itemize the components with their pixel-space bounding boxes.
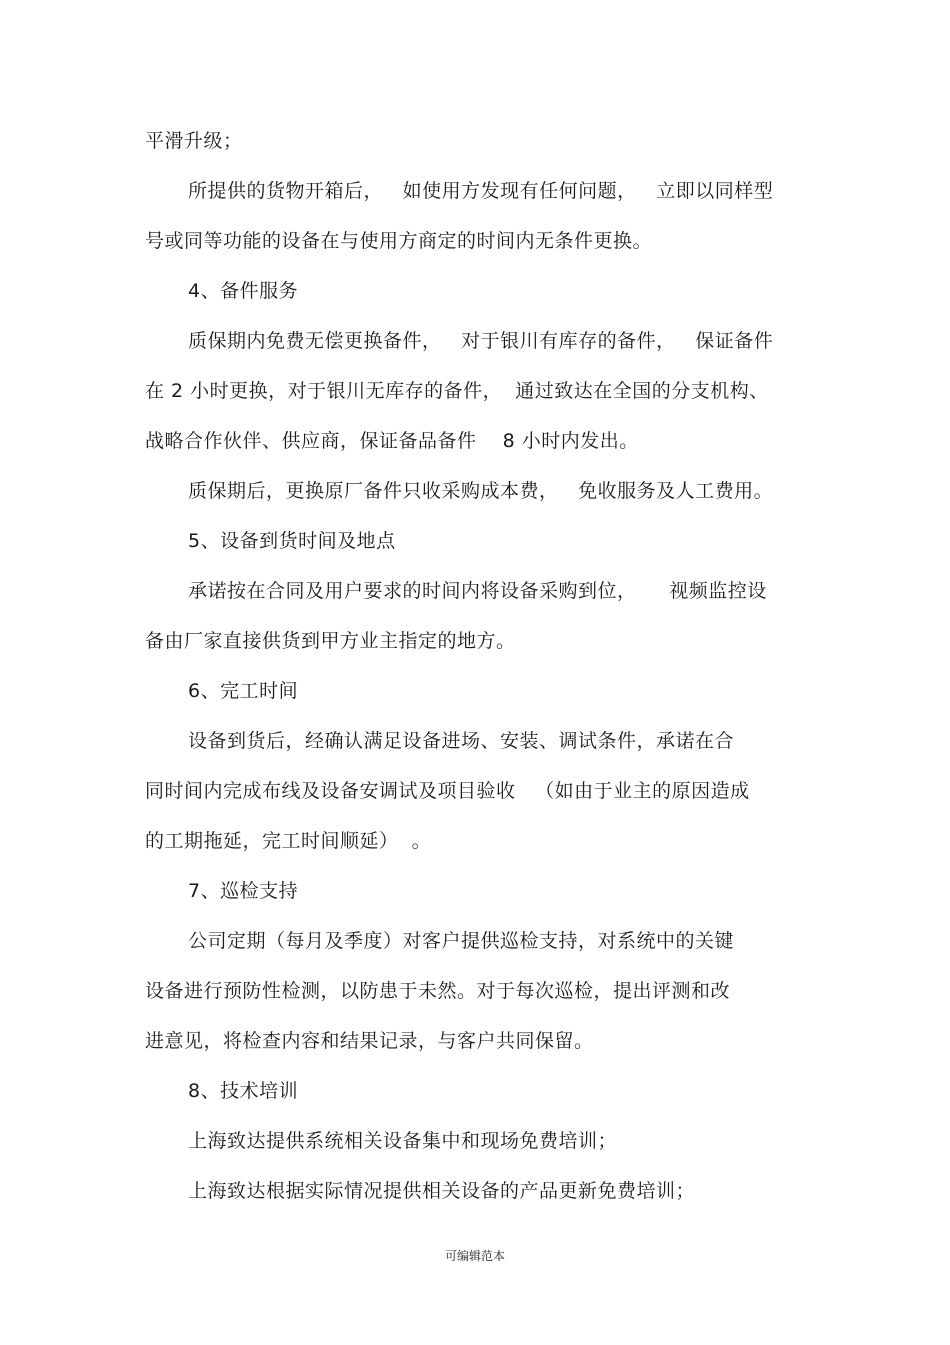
- section-heading: 7、巡检支持: [188, 880, 299, 902]
- section-heading: 4、备件服务: [188, 280, 299, 302]
- paragraph-line: 承诺按在合同及用户要求的时间内将设备采购到位， 视频监控设: [188, 580, 767, 602]
- paragraph-line: 号或同等功能的设备在与使用方商定的时间内无条件更换。: [145, 230, 653, 252]
- page-footer: 可编辑范本: [444, 1249, 505, 1263]
- paragraph-line: 公司定期（每月及季度）对客户提供巡检支持，对系统中的关键: [188, 930, 735, 952]
- paragraph-line: 同时间内完成布线及设备安调试及项目验收 （如由于业主的原因造成: [145, 780, 750, 802]
- paragraph-line: 所提供的货物开箱后， 如使用方发现有任何问题， 立即以同样型: [188, 180, 774, 202]
- section-heading: 6、完工时间: [188, 680, 299, 702]
- paragraph-line: 平滑升级；: [145, 130, 243, 152]
- paragraph-line: 进意见，将检查内容和结果记录，与客户共同保留。: [145, 1030, 594, 1052]
- paragraph-line: 设备到货后，经确认满足设备进场、安装、调试条件，承诺在合: [188, 730, 735, 752]
- paragraph-line: 质保期内免费无偿更换备件， 对于银川有库存的备件， 保证备件: [188, 330, 774, 352]
- paragraph-line: 战略合作伙伴、供应商，保证备品备件 8 小时内发出。: [145, 430, 639, 452]
- paragraph-line: 的工期拖延，完工时间顺延） 。: [145, 830, 432, 852]
- paragraph-line: 在 2 小时更换，对于银川无库存的备件， 通过致达在全国的分支机构、: [145, 380, 769, 402]
- paragraph-line: 设备进行预防性检测，以防患于未然。对于每次巡检，提出评测和改: [145, 980, 731, 1002]
- paragraph-line: 上海致达提供系统相关设备集中和现场免费培训；: [188, 1130, 618, 1152]
- paragraph-line: 备由厂家直接供货到甲方业主指定的地方。: [145, 630, 516, 652]
- section-heading: 8、技术培训: [188, 1080, 299, 1102]
- section-heading: 5、设备到货时间及地点: [188, 530, 396, 552]
- paragraph-line: 上海致达根据实际情况提供相关设备的产品更新免费培训；: [188, 1180, 696, 1202]
- paragraph-line: 质保期后，更换原厂备件只收采购成本费， 免收服务及人工费用。: [188, 480, 774, 502]
